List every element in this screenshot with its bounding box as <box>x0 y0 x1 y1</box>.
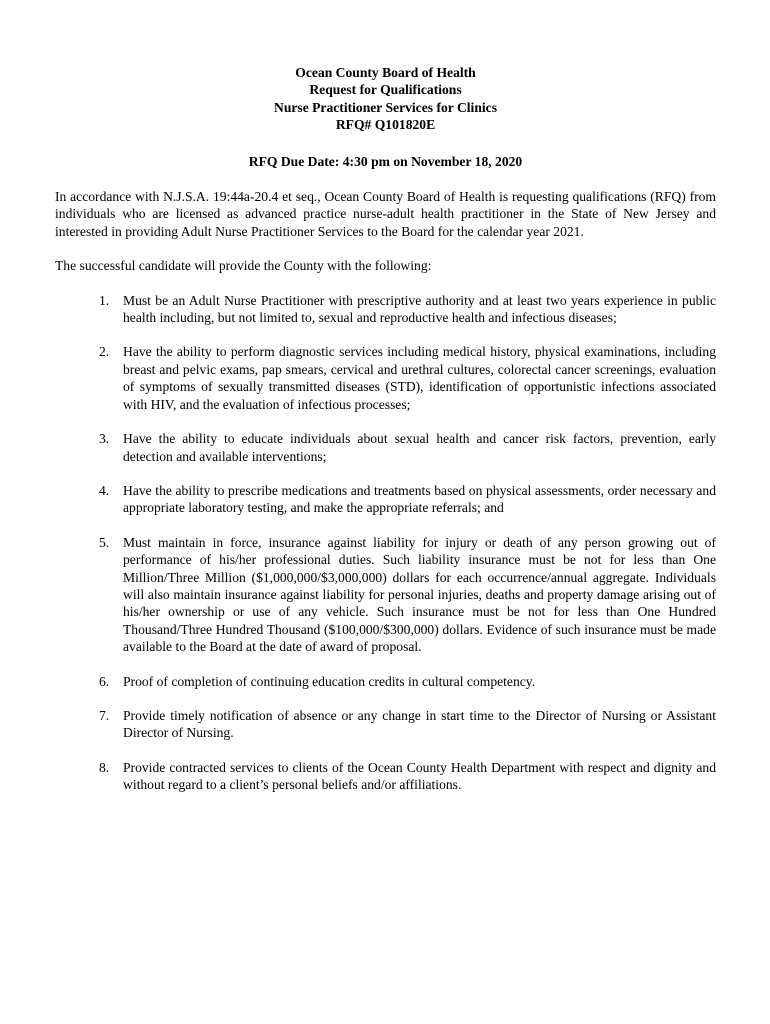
item-text: Must be an Adult Nurse Practitioner with prescriptive authority and at least two years experience in public health including, but not limited to, sexual and reproductive health and infectious diseases; <box>123 292 716 326</box>
list-item <box>55 482 716 517</box>
list-item <box>55 707 716 742</box>
item-text: Provide timely notification of absence or any change in start time to the Director of Nursing or Assistant Director of Nursing. <box>123 707 716 741</box>
organization-name: Ocean County Board of Health <box>295 65 476 80</box>
item-text: Have the ability to educate individuals about sexual health and cancer risk factors, prevention, early detection and available interventions; <box>123 431 716 464</box>
item-number: 4. <box>99 482 110 498</box>
item-text: Provide contracted services to clients of the Ocean County Health Department with respect and dignity and without regard to a client’s personal beliefs and/or affiliations. <box>123 759 716 793</box>
document-page <box>55 64 716 811</box>
item-number: 2. <box>99 344 110 360</box>
item-number: 6. <box>99 673 110 689</box>
document-type: Request for Qualifications <box>309 82 462 98</box>
item-number: 1. <box>99 292 110 308</box>
list-item <box>55 343 716 413</box>
item-text: Have the ability to prescribe medications and treatments based on physical assessments, order necessary and appropriate laboratory testing, and make the appropriate referrals; and <box>123 482 716 516</box>
list-item <box>55 430 716 465</box>
item-text: Proof of completion of continuing education credits in cultural competency. <box>123 673 536 689</box>
list-item <box>55 292 716 327</box>
list-item <box>55 759 716 794</box>
item-number: 8. <box>99 759 110 775</box>
due-date: RFQ Due Date: 4:30 pm on November 18, 2020 <box>248 153 523 169</box>
item-text: Must maintain in force, insurance against liability for injury or death of any person growing out of performance of his/her professional duties. Such liability insurance must be not for less than One Million/Three Million ($1,000,000/$3,000,000) dollars for each occurrence/annual aggregate. Individuals will also maintain insurance against liability for personal injuries, deaths and property damage arising out of his/her ownership or use of any vehicle. Such insurance must be not for less than One Hundred Thousand/Three Hundred Thousand ($100,000/$300,000) dollars. Evidence of such insurance must be made available to the Board at the date of award of proposal. <box>123 534 716 655</box>
intro-paragraph: In accordance with N.J.S.A. 19:44a-20.4 et seq., Ocean County Board of Health is requesting qualifications (RFQ) from individuals who are licensed as advanced practice nurse-adult health practitioner in the State of New Jersey and interested in providing Adult Nurse Practitioner Services to the Board for the calendar year 2021. <box>55 189 716 239</box>
list-item <box>55 673 716 690</box>
lead-sentence: The successful candidate will provide the County with the following: <box>55 258 432 274</box>
document-header <box>55 64 716 134</box>
list-item <box>55 534 716 656</box>
item-number: 5. <box>99 534 110 550</box>
item-number: 3. <box>99 431 110 447</box>
requirements-list <box>55 292 716 794</box>
service-title: Nurse Practitioner Services for Clinics <box>274 99 497 115</box>
rfq-number: RFQ# Q101820E <box>335 117 436 133</box>
item-text: Have the ability to perform diagnostic services including medical history, physical examinations, including breast and pelvic exams, pap smears, cervical and urethral cultures, colorectal cancer screenings, evaluation of symptoms of sexually transmitted diseases (STD), identification of opportunistic infections associated with HIV, and the evaluation of infectious processes; <box>123 344 716 412</box>
item-number: 7. <box>99 707 110 723</box>
